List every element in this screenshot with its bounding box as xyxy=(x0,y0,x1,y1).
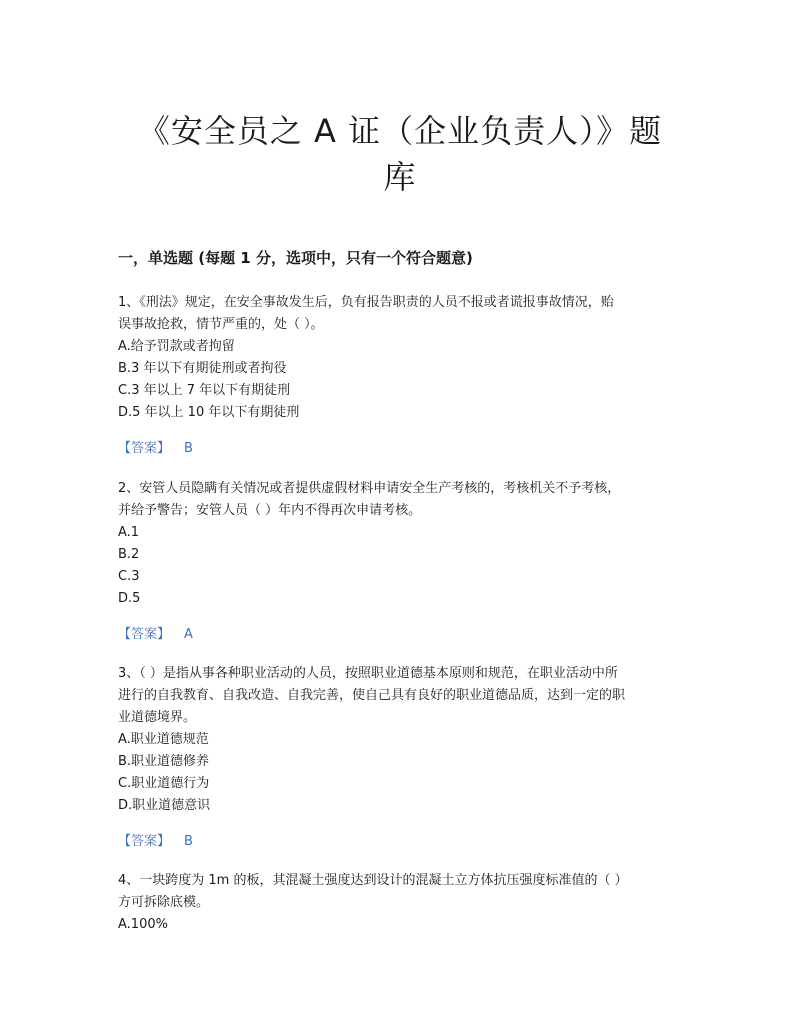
option-d: D.5 年以上 10 年以下有期徒刑 xyxy=(118,405,300,420)
option-b: B.2 xyxy=(118,547,140,562)
option-a: A.给予罚款或者拘留 xyxy=(118,339,235,354)
answer-label: 【答案】 xyxy=(118,834,171,849)
answer-line xyxy=(118,438,688,460)
option-c: C.3 xyxy=(118,569,140,584)
section-heading: 一，单选题 (每题 1 分，选项中，只有一个符合题意) xyxy=(118,249,473,267)
answer-line xyxy=(118,624,688,646)
option-d: D.职业道德意识 xyxy=(118,798,211,813)
answer-value: B xyxy=(184,441,193,456)
answer-label: 【答案】 xyxy=(118,441,171,456)
question-4 xyxy=(118,870,688,936)
option-b: B.职业道德修养 xyxy=(118,754,210,769)
option-a: A.职业道德规范 xyxy=(118,732,209,747)
option-a: A.1 xyxy=(118,525,140,540)
question-1 xyxy=(118,292,688,460)
title-line-1: 《安全员之 A 证（企业负责人）》题 xyxy=(137,112,663,150)
question-2 xyxy=(118,478,688,646)
question-stem: 1、《刑法》规定，在安全事故发生后，负有报告职责的人员不报或者谎报事故情况，贻 误事故抢救，情节严重的，处（ ）。 xyxy=(118,295,614,332)
answer-line xyxy=(118,831,688,853)
option-b: B.3 年以下有期徒刑或者拘役 xyxy=(118,361,287,376)
option-d: D.5 xyxy=(118,591,141,606)
question-stem: 3、（ ）是指从事各种职业活动的人员，按照职业道德基本原则和规范，在职业活动中所 进行的自我教育、自我改造、自我完善，使自己具有良好的职业道德品质，达到一定的职 业道德境界。 xyxy=(118,666,626,725)
answer-value: A xyxy=(184,627,193,642)
option-c: C.3 年以上 7 年以下有期徒刑 xyxy=(118,383,291,398)
answer-label: 【答案】 xyxy=(118,627,171,642)
answer-value: B xyxy=(184,834,193,849)
document-title xyxy=(100,108,700,200)
question-stem: 4、一块跨度为 1m 的板，其混凝土强度达到设计的混凝土立方体抗压强度标准值的（ ） 方可拆除底模。 xyxy=(118,873,628,910)
question-stem: 2、安管人员隐瞒有关情况或者提供虚假材料申请安全生产考核的，考核机关不予考核， 并给予警告；安管人员（ ）年内不得再次申请考核。 xyxy=(118,481,621,518)
option-c: C.职业道德行为 xyxy=(118,776,210,791)
question-3 xyxy=(118,663,688,853)
option-a: A.100% xyxy=(118,917,168,932)
title-line-2: 库 xyxy=(383,158,417,196)
